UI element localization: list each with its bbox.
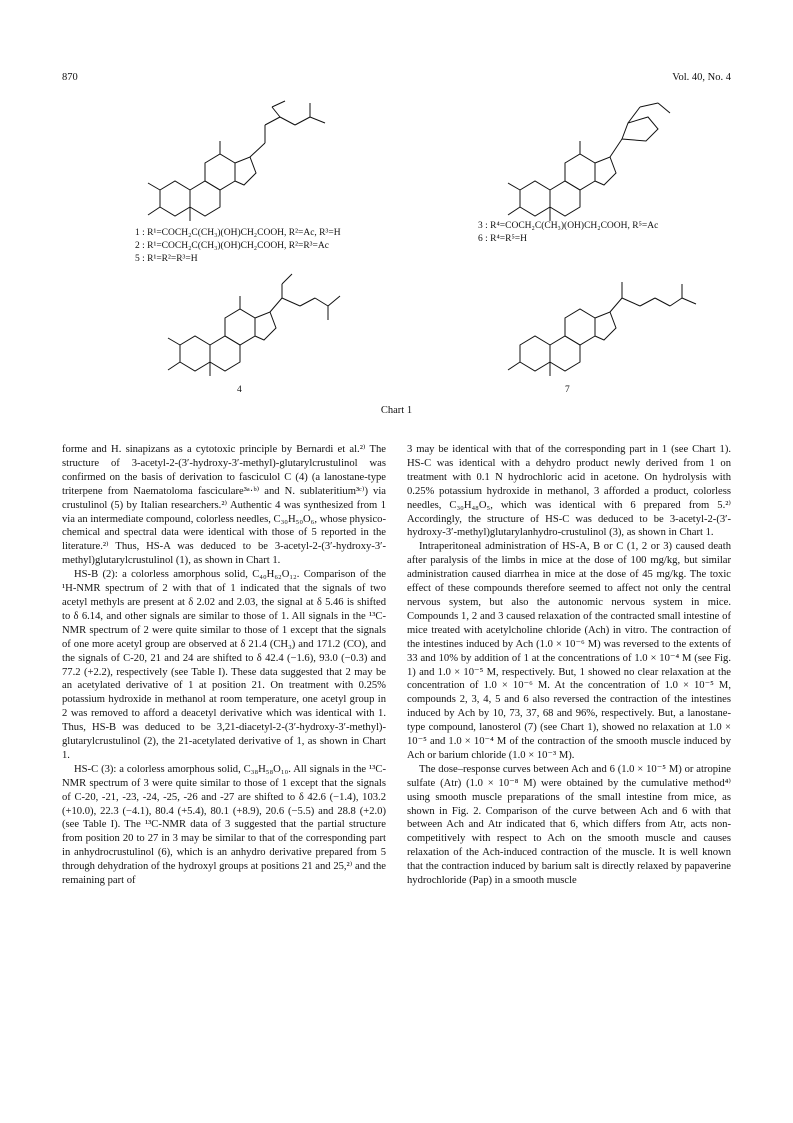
paragraph: The dose–response curves between Ach and 6 (1.0 × 10⁻⁵ M) or atropine sulfate (Atr) (1.0 × 10⁻⁸ M) were obtained by the cumulative method⁴⁾ using smooth muscle preparations of the small intestine from mice, as shown in Fig. 2. Comparison of the curve between Ach and 6 with that between Ach and Atr indicated that 6, which differs from Atr, acts non-competitively with respect to Ach on the smooth muscle and causes relaxation of the Ach-induced contraction of the muscle. It is well known that the contraction induced by barium salt is directly relaxed by papaverine hydrochloride (Pap) in a smooth muscle xyxy=(407,763,731,887)
compound-7-label: 7 xyxy=(565,385,570,395)
compound-4-label: 4 xyxy=(237,385,242,395)
paragraph: forme and H. sinapizans as a cytotoxic principle by Bernardi et al.²⁾ The structure of 3-acetyl-2-(3′-hydroxy-3′-methyl)-glutarylcrustulinol was confirmed on the basis of derivation to fasciculol C (4) (a lanostane-type triterpene from Naematoloma fasciculare³ᵃ·ᵇ⁾ and N. sublateritium³ᶜ⁾) via crustulinol (5) by Italian researchers.²⁾ Authentic 4 was synthesized from 1 via an intermediate compound, colorless needles, C₃₀H₅₀O₆, whose physico-chemical and spectral data were identical with those of 5 reported in the literature.²⁾ Thus, HS-A was deduced to be 3-acetyl-2-(3′-hydroxy-3′-methyl)glutarylcrustulinol (1), as shown in Chart 1. xyxy=(62,444,386,567)
compound-1-formula: 1 : R¹=COCH₂C(CH₃)(OH)CH₂COOH, R²=Ac, R³=H xyxy=(135,228,341,238)
paragraph: Intraperitoneal administration of HS-A, B or C (1, 2 or 3) caused death after paralysis of the limbs in mice at the dose of 100 mg/kg, but similar administration caused diarrhea in mice at the dose of 45 mg/kg. The toxic effect of these compounds therefore seemed to affect not only the central nervous system, but also the autonomic nervous system in mice. Compounds 1, 2 and 3 caused relaxation of the contracted small intestine of mice treated with acetylcholine chloride (Ach) in vitro. The contraction of the intestines induced by Ach (1.0 × 10⁻⁶ M) was reversed to the extents of 33 and 10% by addition of 1 at the concentrations of 1.0 × 10⁻⁴ M (see Fig. 1) and 1.0 × 10⁻⁵ M, respectively. But, 1 showed no clear relaxation at the concentration of 1.0 × 10⁻⁶ M. At the concentration of 1.0 × 10⁻⁵ M, compounds 2, 3, 4, 5 and 6 also reversed the contraction of the intestines induced by Ach by 10, 73, 37, 68 and 96%, respectively. But, a lanostane-type compound, lanosterol (7) (see Chart 1), showed no relaxation at 1.0 × 10⁻⁵ and 1.0 × 10⁻⁴ M of the contraction of the smooth muscle induced by Ach or barium chloride (1.0 × 10⁻³ M). xyxy=(407,541,731,761)
structure-3-skeleton xyxy=(508,103,670,221)
paragraph: HS-B (2): a colorless amorphous solid, C₄₀H₆₂O₁₂. Comparison of the ¹H-NMR spectrum of 2 with that of 1 indicated that the signals of two acetyl methyls are present at δ 2.02 and 2.03, the signal at δ 5.46 is shifted to δ 6.14, and other signals are similar to those of 1. All signals in the ¹³C-NMR spectrum of 2 were quite similar to those of 1 except that the signals of one more acetyl group are observed at δ 21.4 (CH₃) and 171.2 (CO), and the signals of C-20, 21 and 24 are shifted to δ 42.4 (−1.6), 93.0 (−0.3) and 77.2 (+2.2), respectively (see Table I). These data suggested that 2 may be an acetylated derivative of 1 at position 21. On treatment with 0.25% potassium hydroxide in methanol at room temperature, one acetyl group in 2 was removed to afford a deacetyl derivative which was identical with 1. Thus, HS-B was deduced to be 3,21-diacetyl-2-(3′-hydroxy-3′-methyl)-glutarylcrustulinol (2), the 21-acetylated derivative of 1, as shown in Chart 1. xyxy=(62,569,386,761)
compound-5-formula: 5 : R¹=R²=R³=H xyxy=(135,254,198,264)
compound-3-formula: 3 : R⁴=COCH₂C(CH₃)(OH)CH₂COOH, R⁵=Ac xyxy=(478,221,659,231)
paragraph: HS-C (3): a colorless amorphous solid, C₃₈H₅₈O₁₀. All signals in the ¹³C-NMR spectrum of 3 were quite similar to those of 1 except that the signals of C-20, -21, -23, -24, -25, -26 and -27 are shifted to δ 42.6 (−1.4), 103.2 (+10.0), 22.3 (−4.1), 80.4 (+5.4), 80.1 (+8.9), 20.6 (−5.5) and 28.8 (+2.0) (see Table I). The ¹³C-NMR data of 3 suggested that the partial structure from position 20 to 27 in 3 may be similar to that of the corresponding part in anhydrocrustulinol (6), which is an anhydro derivative prepared from 5 through dehydration of the hydroxyl groups at positions 21 and 25,²⁾ and the remaining part of xyxy=(62,763,386,887)
structure-1-skeleton xyxy=(148,101,325,221)
page-number: 870 xyxy=(62,72,78,83)
left-column xyxy=(62,443,386,888)
paragraph: 3 may be identical with that of the corresponding part in 1 (see Chart 1). HS-C was identical with a dehydro product newly derived from 1 on treatment with 0.1 N hydrochloric acid in acetone. On hydrolysis with 0.25% potassium hydroxide in methanol, 3 afforded a product, colorless needles, C₃₀H₄₈O₅, which was identical with 6 prepared from 5.²⁾ Accordingly, the structure of HS-C was deduced to be 3-acetyl-2-(3′-hydroxy-3′-methyl)glutarylanhydro-crustulinol (3), as shown in Chart 1. xyxy=(407,444,731,539)
compound-2-formula: 2 : R¹=COCH₂C(CH₃)(OH)CH₂COOH, R²=R³=Ac xyxy=(135,241,329,251)
volume-issue: Vol. 40, No. 4 xyxy=(672,72,731,83)
chart-caption: Chart 1 xyxy=(380,405,413,416)
structure-4-skeleton xyxy=(168,274,340,376)
structure-7-skeleton xyxy=(508,282,696,376)
right-column xyxy=(407,443,731,888)
compound-6-formula: 6 : R⁴=R⁵=H xyxy=(478,234,528,244)
chemical-structures-chart xyxy=(60,95,733,425)
